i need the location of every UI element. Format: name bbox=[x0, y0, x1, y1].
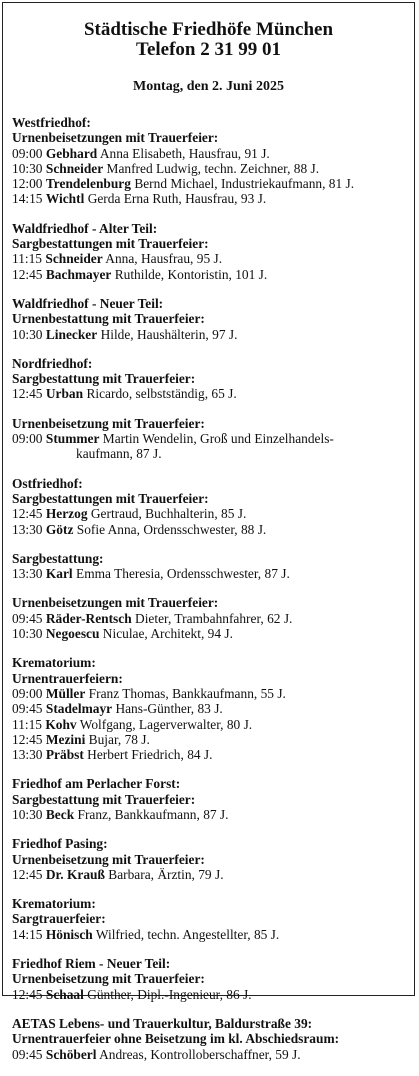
entry-name: Gebhard bbox=[45, 145, 98, 161]
ceremony-type: Sargbestattung: bbox=[12, 550, 104, 566]
entry-name: Stadelmayr bbox=[45, 701, 113, 717]
entry-time: 10:30 bbox=[12, 160, 43, 176]
entry-name: Bachmayer bbox=[45, 266, 112, 282]
entry-name: Herzog bbox=[45, 506, 88, 522]
notice-date: Montag, den 2. Juni 2025 bbox=[133, 79, 284, 94]
entry-name: Götz bbox=[45, 521, 74, 537]
entry-time: 12:45 bbox=[12, 731, 43, 747]
ceremony-type: Urnenbestattung mit Trauerfeier: bbox=[12, 311, 205, 327]
cemetery-section bbox=[12, 896, 410, 942]
entry-details: Hilde, Haushälterin, 97 J. bbox=[100, 326, 238, 342]
cemetery-section bbox=[12, 956, 410, 1002]
entry-time: 09:45 bbox=[12, 610, 43, 626]
entry-details: Ruthilde, Kontoristin, 101 J. bbox=[114, 266, 268, 282]
entry-time: 09:00 bbox=[12, 145, 43, 161]
schedule-list bbox=[12, 115, 410, 1076]
funeral-entry bbox=[12, 717, 410, 732]
entry-time: 13:30 bbox=[12, 521, 43, 537]
entry-details: Emma Theresia, Ordensschwester, 87 J. bbox=[76, 566, 290, 582]
entry-details: Bujar, 78 J. bbox=[88, 731, 150, 747]
ceremony-type: Urnentrauerfeier ohne Beisetzung im kl. Abschiedsraum: bbox=[12, 1031, 340, 1047]
cemetery-name: Friedhof Pasing: bbox=[12, 836, 108, 852]
ceremony-type: Sargbestattung mit Trauerfeier: bbox=[12, 791, 196, 807]
entry-name: Karl bbox=[45, 566, 73, 582]
entry-name: Schaal bbox=[45, 986, 84, 1002]
entry-time: 09:45 bbox=[12, 701, 43, 717]
entry-details: Barbara, Ärztin, 79 J. bbox=[108, 866, 224, 882]
funeral-entry bbox=[12, 161, 410, 176]
entry-details: Günther, Dipl.-Ingenieur, 86 J. bbox=[87, 986, 252, 1002]
entry-details: Anna, Hausfrau, 95 J. bbox=[105, 251, 223, 267]
cemetery-name: Friedhof Riem - Neuer Teil: bbox=[12, 956, 171, 972]
cemetery-section bbox=[12, 836, 410, 882]
entry-time: 09:45 bbox=[12, 1046, 43, 1062]
entry-name: Urban bbox=[45, 386, 84, 402]
entry-details: Wilfried, techn. Angestellter, 85 J. bbox=[95, 926, 280, 942]
funeral-entry bbox=[12, 1047, 410, 1062]
entry-details: Bernd Michael, Industriekaufmann, 81 J. bbox=[134, 176, 355, 192]
cemetery-section bbox=[12, 1016, 410, 1062]
entry-time: 12:45 bbox=[12, 386, 43, 402]
notice-frame bbox=[2, 2, 415, 1062]
funeral-entry bbox=[12, 701, 410, 716]
ceremony-type: Sargbestattung mit Trauerfeier: bbox=[12, 371, 196, 387]
entry-time: 10:30 bbox=[12, 326, 43, 342]
funeral-entry bbox=[12, 506, 410, 521]
entry-time: 11:15 bbox=[12, 716, 43, 732]
entry-details: Hans-Günther, 83 J. bbox=[115, 701, 223, 717]
entry-details: Wolfgang, Lagerverwalter, 80 J. bbox=[79, 716, 253, 732]
ceremony-type: Urnenbeisetzung mit Trauerfeier: bbox=[12, 971, 205, 987]
entry-name: Mezini bbox=[45, 731, 86, 747]
cemetery-name: Westfriedhof: bbox=[12, 115, 91, 130]
funeral-entry bbox=[12, 611, 410, 626]
cemetery-section bbox=[12, 476, 410, 537]
ceremony-type: Urnenbeisetzung mit Trauerfeier: bbox=[12, 415, 205, 431]
cemetery-section bbox=[12, 655, 410, 762]
entry-time: 10:30 bbox=[12, 806, 43, 822]
ceremony-type: Sargbestattungen mit Trauerfeier: bbox=[12, 490, 209, 506]
cemetery-section bbox=[12, 115, 410, 207]
entry-time: 12:00 bbox=[12, 176, 43, 192]
funeral-entry bbox=[12, 251, 410, 266]
cemetery-name: Nordfriedhof: bbox=[12, 355, 93, 371]
entry-details: Franz Thomas, Bankkaufmann, 55 J. bbox=[88, 685, 286, 701]
funeral-entry bbox=[12, 747, 410, 762]
cemetery-name: Friedhof am Perlacher Forst: bbox=[12, 776, 181, 792]
entry-details: Anna Elisabeth, Hausfrau, 91 J. bbox=[99, 145, 270, 161]
cemetery-section bbox=[12, 776, 410, 822]
entry-name: Beck bbox=[45, 806, 75, 822]
ceremony-type: Urnenbeisetzungen mit Trauerfeier: bbox=[12, 130, 219, 146]
entry-time: 09:00 bbox=[12, 685, 43, 701]
entry-name: Wichtl bbox=[45, 191, 85, 207]
ceremony-type: Urnenbeisetzung mit Trauerfeier: bbox=[12, 851, 205, 867]
entry-details: Gerda Erna Ruth, Hausfrau, 93 J. bbox=[87, 191, 267, 207]
entry-time: 12:45 bbox=[12, 266, 43, 282]
entry-name: Stummer bbox=[45, 431, 100, 447]
entry-details-continued: kaufmann, 87 J. bbox=[76, 446, 162, 462]
entry-details: Sofie Anna, Ordensschwester, 88 J. bbox=[76, 521, 267, 537]
entry-details: Franz, Bankkaufmann, 87 J. bbox=[77, 806, 229, 822]
entry-details: Manfred Ludwig, techn. Zeichner, 88 J. bbox=[106, 160, 320, 176]
funeral-entry bbox=[12, 176, 410, 191]
entry-details: Dieter, Trambahnfahrer, 62 J. bbox=[135, 610, 293, 626]
funeral-entry bbox=[12, 732, 410, 747]
entry-name: Trendelenburg bbox=[45, 176, 131, 192]
cemetery-section bbox=[12, 595, 410, 641]
funeral-entry bbox=[12, 626, 410, 641]
entry-details: Martin Wendelin, Groß und Einzelhandels- bbox=[102, 431, 334, 447]
entry-name: Linecker bbox=[45, 326, 98, 342]
cemetery-section bbox=[12, 356, 410, 402]
entry-time: 14:15 bbox=[12, 191, 43, 207]
entry-time: 13:30 bbox=[12, 566, 43, 582]
entry-time: 13:30 bbox=[12, 747, 43, 763]
cemetery-name: AETAS Lebens- und Trauerkultur, Baldurstraße 39: bbox=[12, 1015, 313, 1031]
funeral-entry bbox=[12, 431, 410, 446]
entry-time: 11:15 bbox=[12, 251, 43, 267]
funeral-entry bbox=[12, 522, 410, 537]
entry-time: 12:45 bbox=[12, 986, 43, 1002]
funeral-entry bbox=[12, 566, 410, 581]
notice-title: Städtische Friedhöfe München bbox=[83, 19, 334, 40]
funeral-entry bbox=[12, 146, 410, 161]
ceremony-type: Urnenbeisetzungen mit Trauerfeier: bbox=[12, 595, 219, 611]
entry-details: Herbert Friedrich, 84 J. bbox=[87, 747, 213, 763]
cemetery-name: Waldfriedhof - Alter Teil: bbox=[12, 220, 158, 236]
entry-time: 09:00 bbox=[12, 431, 43, 447]
funeral-entry bbox=[12, 327, 410, 342]
cemetery-section bbox=[12, 296, 410, 342]
entry-details: Ricardo, selbstständig, 65 J. bbox=[86, 386, 237, 402]
cemetery-name: Krematorium: bbox=[12, 896, 96, 912]
notice-phone: Telefon 2 31 99 01 bbox=[136, 39, 281, 60]
entry-name: Dr. Krauß bbox=[45, 866, 105, 882]
entry-time: 14:15 bbox=[12, 926, 43, 942]
entry-name: Schneider bbox=[45, 251, 103, 267]
entry-details: Andreas, Kontrolloberschaffner, 59 J. bbox=[99, 1046, 301, 1062]
entry-name: Schneider bbox=[45, 160, 104, 176]
entry-name: Kohv bbox=[45, 716, 77, 732]
cemetery-section bbox=[12, 551, 410, 582]
entry-time: 12:45 bbox=[12, 866, 43, 882]
entry-name: Hönisch bbox=[45, 926, 93, 942]
entry-name: Müller bbox=[45, 685, 86, 701]
ceremony-type: Sargtrauerfeier: bbox=[12, 911, 106, 927]
entry-time: 10:30 bbox=[12, 626, 43, 642]
entry-name: Präbst bbox=[45, 747, 84, 763]
entry-name: Schöberl bbox=[45, 1046, 97, 1062]
entry-name: Räder-Rentsch bbox=[45, 610, 132, 626]
cemetery-name: Waldfriedhof - Neuer Teil: bbox=[12, 295, 164, 311]
funeral-entry bbox=[12, 191, 410, 206]
entry-details: Niculae, Architekt, 94 J. bbox=[102, 626, 233, 642]
entry-time: 12:45 bbox=[12, 506, 43, 522]
funeral-entry bbox=[12, 807, 410, 822]
cemetery-name: Ostfriedhof: bbox=[12, 475, 83, 491]
entry-details: Gertraud, Buchhalterin, 85 J. bbox=[90, 506, 247, 522]
ceremony-type: Sargbestattungen mit Trauerfeier: bbox=[12, 236, 209, 252]
funeral-entry bbox=[12, 867, 410, 882]
funeral-entry bbox=[12, 386, 410, 401]
cemetery-section bbox=[12, 416, 410, 462]
funeral-entry bbox=[12, 686, 410, 701]
cemetery-section bbox=[12, 221, 410, 282]
ceremony-type: Urnentrauerfeiern: bbox=[12, 670, 123, 686]
cemetery-name: Krematorium: bbox=[12, 655, 96, 671]
entry-name: Negoescu bbox=[45, 626, 100, 642]
funeral-entry bbox=[12, 267, 410, 282]
funeral-entry bbox=[12, 927, 410, 942]
